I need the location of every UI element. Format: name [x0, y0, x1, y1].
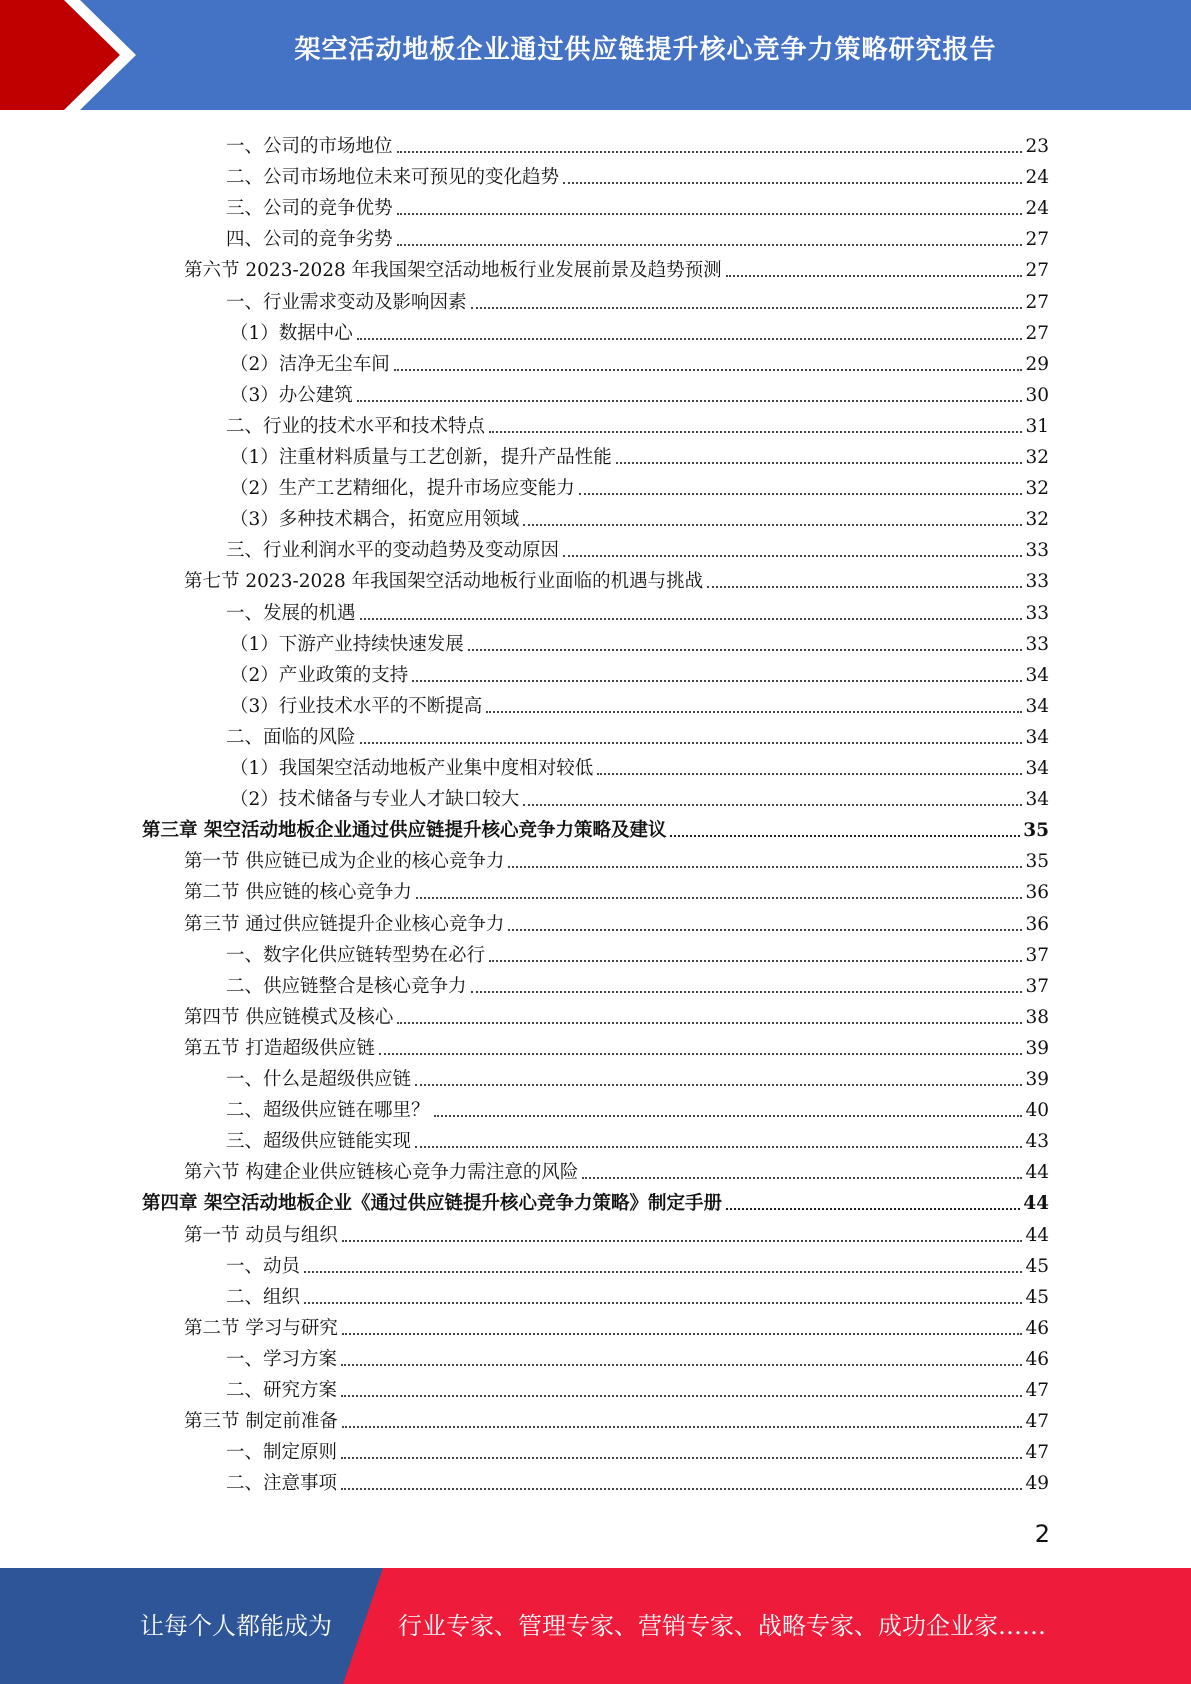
toc-entry-title: 二、供应链整合是核心竞争力: [226, 975, 467, 997]
toc-dot-leader: [394, 369, 1023, 371]
toc-entry-title: 第四章 架空活动地板企业《通过供应链提升核心竞争力策略》制定手册: [142, 1193, 722, 1215]
toc-entry[interactable]: [226, 1433, 1049, 1464]
toc-entry-page: 36: [1025, 913, 1049, 935]
toc-dot-leader: [597, 773, 1022, 775]
toc-entry-page: 33: [1025, 571, 1049, 593]
toc-entry-title: （2）洁净无尘车间: [230, 353, 390, 375]
toc-dot-leader: [434, 1115, 1023, 1117]
footer-slogan-right: 行业专家、管理专家、营销专家、战略专家、成功企业家……: [398, 1612, 1046, 1640]
toc-dot-leader: [471, 991, 1023, 993]
toc-entry[interactable]: [230, 656, 1049, 687]
toc-entry-title: （2）技术储备与专业人才缺口较大: [230, 789, 520, 811]
toc-entry-page: 34: [1025, 758, 1049, 779]
toc-entry[interactable]: [226, 1122, 1049, 1153]
toc-dot-leader: [342, 1333, 1023, 1335]
toc-entry[interactable]: [230, 314, 1049, 345]
toc-entry-page: 35: [1023, 820, 1049, 842]
toc-dot-leader: [415, 1084, 1022, 1086]
toc-entry-page: 44: [1025, 1224, 1049, 1246]
toc-entry[interactable]: [226, 158, 1049, 189]
toc-entry-page: 39: [1025, 1037, 1049, 1059]
toc-entry[interactable]: [184, 1309, 1049, 1340]
toc-entry-title: （1）下游产业持续快速发展: [230, 633, 464, 655]
toc-entry-title: 一、行业需求变动及影响因素: [226, 291, 467, 313]
toc-entry-page: 44: [1025, 1162, 1049, 1184]
toc-dot-leader: [360, 742, 1023, 744]
toc-dot-leader: [357, 400, 1023, 402]
toc-entry-page: 49: [1025, 1473, 1049, 1495]
toc-entry-page: 46: [1025, 1348, 1049, 1370]
toc-dot-leader: [342, 1240, 1023, 1242]
toc-dot-leader: [523, 524, 1022, 526]
toc-entry-page: 24: [1025, 198, 1049, 220]
toc-dot-leader: [468, 649, 1023, 651]
toc-entry-page: 24: [1025, 167, 1049, 189]
toc-entry-title: 第三节 制定前准备: [184, 1411, 338, 1433]
toc-entry-page: 40: [1025, 1100, 1049, 1122]
toc-entry-title: 一、发展的机遇: [226, 602, 356, 624]
toc-entry[interactable]: [230, 345, 1049, 376]
toc-entry-page: 33: [1025, 540, 1049, 562]
toc-dot-leader: [341, 1457, 1022, 1459]
toc-entry[interactable]: [226, 1278, 1049, 1309]
toc-entry-page: 33: [1025, 602, 1049, 624]
page-header: [0, 0, 1191, 110]
toc-entry[interactable]: [230, 376, 1049, 407]
toc-entry-title: 第一节 动员与组织: [184, 1224, 338, 1246]
toc-entry-page: 34: [1025, 664, 1049, 686]
toc-dot-leader: [342, 1426, 1023, 1428]
toc-entry[interactable]: [184, 1153, 1049, 1184]
toc-entry-page: 37: [1025, 944, 1049, 966]
toc-dot-leader: [489, 431, 1022, 433]
toc-dot-leader: [379, 1053, 1023, 1055]
toc-entry[interactable]: [230, 500, 1049, 531]
toc-entry-title: （3）多种技术耦合，拓宽应用领域: [230, 509, 520, 531]
toc-entry-page: 46: [1025, 1317, 1049, 1339]
toc-dot-leader: [412, 680, 1022, 682]
toc-entry[interactable]: [184, 562, 1049, 593]
toc-entry-title: 第四节 供应链模式及核心: [184, 1006, 394, 1028]
toc-entry-title: 第一节 供应链已成为企业的核心竞争力: [184, 851, 505, 873]
toc-entry[interactable]: [230, 469, 1049, 500]
toc-entry[interactable]: [142, 1184, 1049, 1215]
toc-entry[interactable]: [226, 1091, 1049, 1122]
header-chevron-icon: [0, 0, 160, 110]
toc-entry[interactable]: [226, 967, 1049, 998]
toc-entry-title: 一、数字化供应链转型势在必行: [226, 944, 486, 966]
toc-entry-page: 43: [1025, 1131, 1049, 1153]
toc-entry-title: 第三章 架空活动地板企业通过供应链提升核心竞争力策略及建议: [142, 820, 667, 842]
toc-entry-page: 27: [1025, 291, 1049, 313]
toc-entry[interactable]: [184, 842, 1049, 873]
toc-entry-title: 一、学习方案: [226, 1348, 338, 1370]
toc-entry[interactable]: [230, 687, 1049, 718]
toc-entry-title: 第二节 供应链的核心竞争力: [184, 882, 412, 904]
toc-entry-title: （3）行业技术水平的不断提高: [230, 695, 483, 717]
toc-entry-title: （2）产业政策的支持: [230, 664, 409, 686]
toc-dot-leader: [563, 182, 1022, 184]
toc-entry[interactable]: [184, 1029, 1049, 1060]
toc-entry[interactable]: [226, 936, 1049, 967]
toc-entry-page: 47: [1025, 1442, 1049, 1464]
toc-entry-title: 二、行业的技术水平和技术特点: [226, 415, 486, 437]
toc-dot-leader: [489, 960, 1022, 962]
page-number: 2: [1034, 1520, 1050, 1548]
toc-entry[interactable]: [184, 251, 1049, 282]
page-footer: [0, 1568, 1191, 1684]
toc-entry[interactable]: [226, 189, 1049, 220]
toc-entry[interactable]: [184, 905, 1049, 936]
toc-dot-leader: [341, 1488, 1022, 1490]
toc-dot-leader: [304, 1302, 1022, 1304]
toc-entry-page: 23: [1025, 136, 1049, 157]
toc-entry-page: 44: [1023, 1193, 1049, 1215]
toc-dot-leader: [415, 1146, 1022, 1148]
toc-entry-page: 33: [1025, 633, 1049, 655]
toc-entry[interactable]: [226, 1247, 1049, 1278]
toc-entry-page: 27: [1025, 260, 1049, 282]
toc-entry[interactable]: [184, 998, 1049, 1029]
toc-entry-page: 30: [1025, 384, 1049, 406]
toc-dot-leader: [508, 866, 1022, 868]
toc-entry[interactable]: [230, 749, 1049, 780]
toc-entry-title: （1）我国架空活动地板产业集中度相对较低: [230, 758, 594, 779]
toc-dot-leader: [726, 1208, 1020, 1210]
toc-entry[interactable]: [226, 407, 1049, 438]
toc-dot-leader: [508, 929, 1022, 931]
toc-entry-title: 二、研究方案: [226, 1380, 338, 1401]
toc-entry-title: 一、制定原则: [226, 1442, 338, 1464]
toc-entry-title: 二、注意事项: [226, 1473, 338, 1495]
page-title: 架空活动地板企业通过供应链提升核心竞争力策略研究报告: [294, 35, 997, 65]
toc-entry-title: 第三节 通过供应链提升企业核心竞争力: [184, 913, 505, 935]
toc-entry-page: 45: [1025, 1286, 1049, 1308]
toc-entry-page: 37: [1025, 975, 1049, 997]
toc-dot-leader: [304, 1271, 1022, 1273]
toc-entry[interactable]: [226, 1060, 1049, 1091]
toc-entry[interactable]: [184, 1216, 1049, 1247]
toc-entry[interactable]: [226, 1340, 1049, 1371]
toc-entry-title: 四、公司的竞争劣势: [226, 229, 393, 251]
toc-entry-title: （2）生产工艺精细化，提升市场应变能力: [230, 478, 575, 500]
toc-entry[interactable]: [230, 780, 1049, 811]
toc-dot-leader: [397, 213, 1023, 215]
toc-entry-page: 39: [1025, 1069, 1049, 1090]
toc-entry-page: 45: [1025, 1255, 1049, 1277]
toc-entry-page: 35: [1025, 851, 1049, 873]
toc-entry-page: 47: [1025, 1411, 1049, 1433]
toc-entry-page: 32: [1025, 509, 1049, 531]
toc-entry-title: （1）数据中心: [230, 322, 353, 344]
toc-entry[interactable]: [184, 873, 1049, 904]
toc-entry-title: 一、什么是超级供应链: [226, 1069, 412, 1090]
toc-dot-leader: [707, 586, 1022, 588]
toc-entry-title: 第七节 2023-2028 年我国架空活动地板行业面临的机遇与挑战: [184, 571, 704, 593]
toc-entry[interactable]: [230, 438, 1049, 469]
toc-entry[interactable]: [226, 718, 1049, 749]
toc-entry-title: 一、动员: [226, 1255, 301, 1277]
toc-entry-title: 第六节 构建企业供应链核心竞争力需注意的风险: [184, 1162, 579, 1184]
toc-entry[interactable]: [142, 811, 1049, 842]
toc-entry-page: 29: [1025, 353, 1049, 375]
toc-dot-leader: [397, 151, 1023, 153]
toc-entry-title: 第二节 学习与研究: [184, 1317, 338, 1339]
toc-entry-page: 27: [1025, 322, 1049, 344]
toc-entry-page: 38: [1025, 1006, 1049, 1028]
toc-entry-title: 一、公司的市场地位: [226, 136, 393, 157]
toc-entry-title: （1）注重材料质量与工艺创新，提升产品性能: [230, 447, 612, 468]
toc-entry-page: 36: [1025, 882, 1049, 904]
toc-entry-title: 二、超级供应链在哪里？: [226, 1100, 430, 1122]
toc-entry-page: 34: [1025, 695, 1049, 717]
toc-dot-leader: [670, 835, 1020, 837]
toc-dot-leader: [360, 618, 1023, 620]
footer-slogan-left: 让每个人都能成为: [140, 1612, 332, 1640]
toc-dot-leader: [486, 711, 1022, 713]
toc-entry-title: 三、行业利润水平的变动趋势及变动原因: [226, 540, 560, 562]
toc-entry[interactable]: [226, 1464, 1049, 1495]
toc-dot-leader: [341, 1364, 1022, 1366]
toc-dot-leader: [563, 555, 1022, 557]
toc-entry[interactable]: [226, 594, 1049, 625]
toc-entry-title: 第六节 2023-2028 年我国架空活动地板行业发展前景及趋势预测: [184, 260, 722, 282]
toc-entry[interactable]: [230, 625, 1049, 656]
toc-dot-leader: [341, 1395, 1022, 1397]
toc-entry-page: 27: [1025, 229, 1049, 251]
toc-entry-title: 三、超级供应链能实现: [226, 1131, 412, 1153]
toc-dot-leader: [616, 462, 1023, 464]
toc-entry[interactable]: [226, 127, 1049, 158]
toc-dot-leader: [416, 897, 1023, 899]
toc-entry[interactable]: [226, 220, 1049, 251]
toc-dot-leader: [357, 338, 1023, 340]
toc-entry[interactable]: [226, 1371, 1049, 1402]
toc-entry-title: 二、组织: [226, 1286, 301, 1308]
toc-entry-page: 31: [1025, 415, 1049, 437]
toc-entry-title: （3）办公建筑: [230, 384, 353, 406]
toc-dot-leader: [582, 1177, 1022, 1179]
toc-entry-page: 32: [1025, 478, 1049, 500]
toc-entry-page: 32: [1025, 447, 1049, 468]
toc-dot-leader: [726, 275, 1023, 277]
toc-entry[interactable]: [226, 283, 1049, 314]
toc-entry[interactable]: [184, 1402, 1049, 1433]
toc-entry-page: 47: [1025, 1380, 1049, 1401]
toc-dot-leader: [471, 307, 1023, 309]
toc-entry-page: 34: [1025, 789, 1049, 811]
toc-dot-leader: [523, 804, 1022, 806]
toc-entry-page: 34: [1025, 726, 1049, 748]
toc-entry-title: 第五节 打造超级供应链: [184, 1037, 375, 1059]
toc-dot-leader: [579, 493, 1023, 495]
toc-entry-title: 二、面临的风险: [226, 726, 356, 748]
toc-entry-title: 二、公司市场地位未来可预见的变化趋势: [226, 167, 560, 189]
toc-entry[interactable]: [226, 531, 1049, 562]
toc-dot-leader: [397, 244, 1023, 246]
toc-dot-leader: [397, 1022, 1022, 1024]
toc-entry-title: 三、公司的竞争优势: [226, 198, 393, 220]
